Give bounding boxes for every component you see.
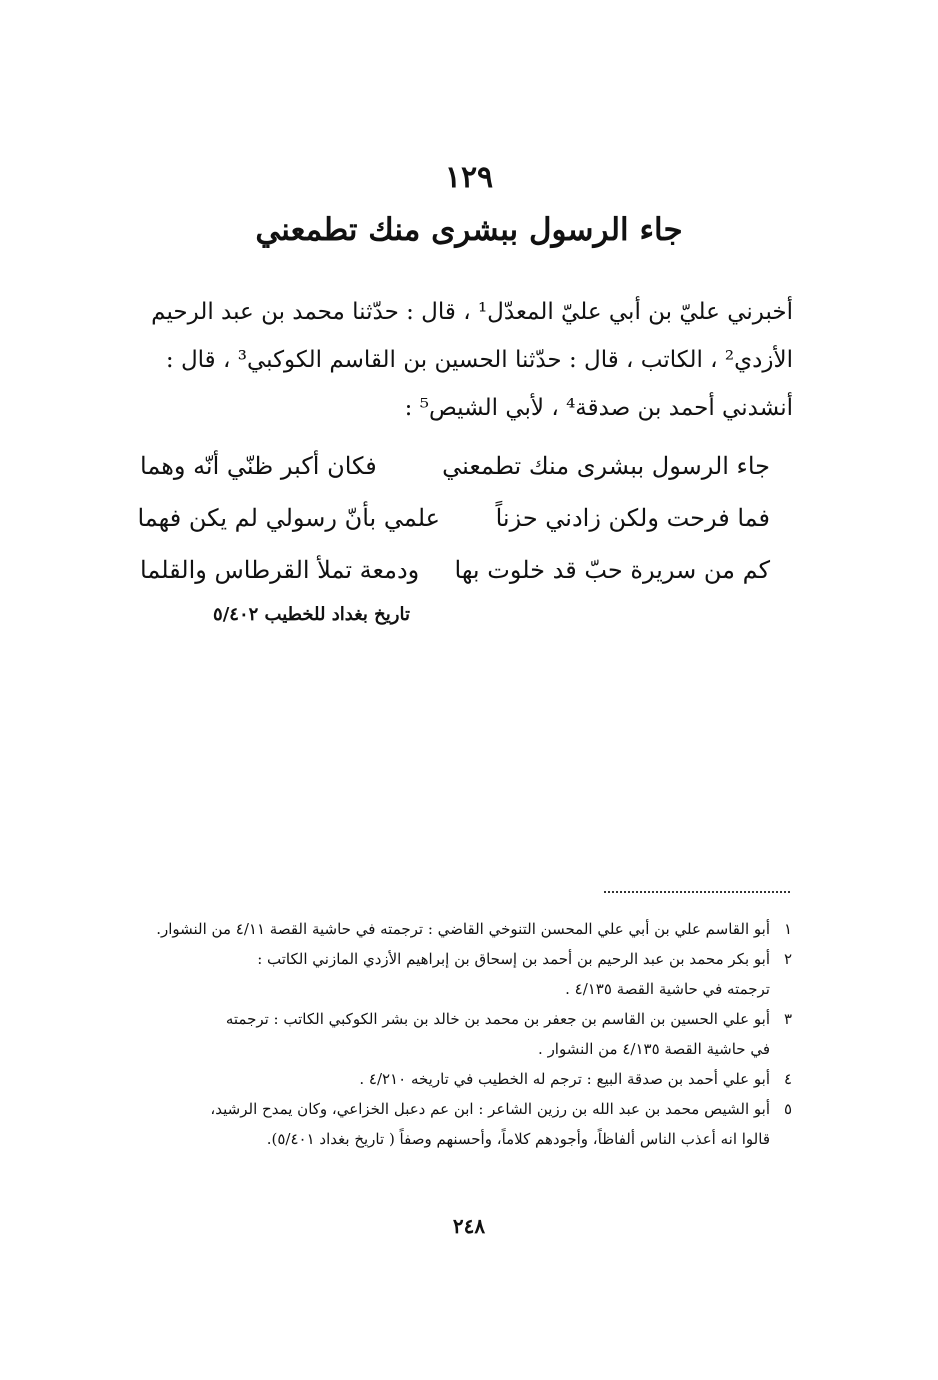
verse-second-hemistich: علمي بأنّ رسولي لم يكن فهما (137, 504, 440, 532)
verse-first-hemistich: جاء الرسول ببشرى منك تطمعني (442, 452, 770, 480)
poem-verse (137, 492, 770, 544)
story-title: جاء الرسول ببشرى منك تطمعني (255, 212, 683, 248)
footnote-line: أبو علي أحمد بن صدقة البيع : ترجم له الخطيب في تاريخه ٤/٢١٠ . (359, 1070, 770, 1088)
verse-second-hemistich: فكان أكبر ظنّي أنّه وهما (140, 452, 377, 480)
footnote-line: أبو علي الحسين بن القاسم بن جعفر بن محمد بن خالد بن بشر الكوكبي الكاتب : ترجمته (225, 1010, 770, 1028)
isnad-line: أخبرني عليّ بن أبي عليّ المعدّل¹ ، قال : حدّثنا محمد بن عبد الرحيم (151, 299, 793, 325)
poem-verse (140, 440, 770, 492)
footnote-number: ٤ (783, 1070, 792, 1088)
footnote (120, 944, 792, 1004)
source-citation: تاريخ بغداد للخطيب ٥/٤٠٢ (213, 604, 410, 625)
poem-verse (140, 544, 770, 596)
footnote-number: ٢ (783, 950, 792, 968)
footnote-line: قالوا انه أعذب الناس ألفاظاً، وأجودهم كلاماً، وأحسنهم وصفاً ( تاريخ بغداد ٥/٤٠١). (266, 1130, 770, 1148)
footnote (120, 1094, 792, 1154)
verse-second-hemistich: ودمعة تملأ القرطاس والقلما (140, 556, 420, 584)
footnote (120, 1004, 792, 1064)
poem (137, 440, 770, 596)
isnad-line: أنشدني أحمد بن صدقة⁴ ، لأبي الشيص⁵ : (404, 395, 793, 421)
footnote (120, 1064, 792, 1094)
footnote-line: في حاشية القصة ٤/١٣٥ من النشوار . (538, 1040, 770, 1058)
footnote-line: أبو القاسم علي بن أبي علي المحسن التنوخي القاضي : ترجمته في حاشية القصة ٤/١١ من النشوار. (156, 920, 770, 938)
verse-first-hemistich: كم من سريرة حبّ قد خلوت بها (454, 556, 770, 584)
story-number: ١٢٩ (444, 160, 494, 195)
footnote-text (120, 914, 770, 944)
footnote-line: ترجمته في حاشية القصة ٤/١٣٥ . (565, 980, 770, 998)
footnote-number: ٣ (783, 1010, 792, 1028)
footnote-number: ١ (783, 920, 792, 938)
verse-first-hemistich: فما فرحت ولكن زادني حزناً (495, 504, 770, 532)
footnote-number: ٥ (783, 1100, 792, 1118)
isnad-line: الأزدي² ، الكاتب ، قال : حدّثنا الحسين بن القاسم الكوكبي³ ، قال : (165, 347, 793, 373)
footnote (120, 914, 792, 944)
footnote-text (120, 944, 770, 1004)
page-number: ٢٤٨ (452, 1214, 486, 1238)
footnote-text (120, 1004, 770, 1064)
footnote-line: أبو الشيص محمد بن عبد الله بن رزين الشاعر : ابن عم دعبل الخزاعي، وكان يمدح الرشيد، (210, 1100, 770, 1118)
isnad-paragraph (113, 288, 793, 432)
footnote-line: أبو بكر محمد بن عبد الرحيم بن أحمد بن إسحاق بن إبراهيم الأزدي المازني الكاتب : (257, 950, 770, 968)
footnote-text (120, 1064, 770, 1094)
footnote-text (120, 1094, 770, 1154)
footnote-divider (604, 891, 790, 893)
footnotes (120, 914, 792, 1154)
